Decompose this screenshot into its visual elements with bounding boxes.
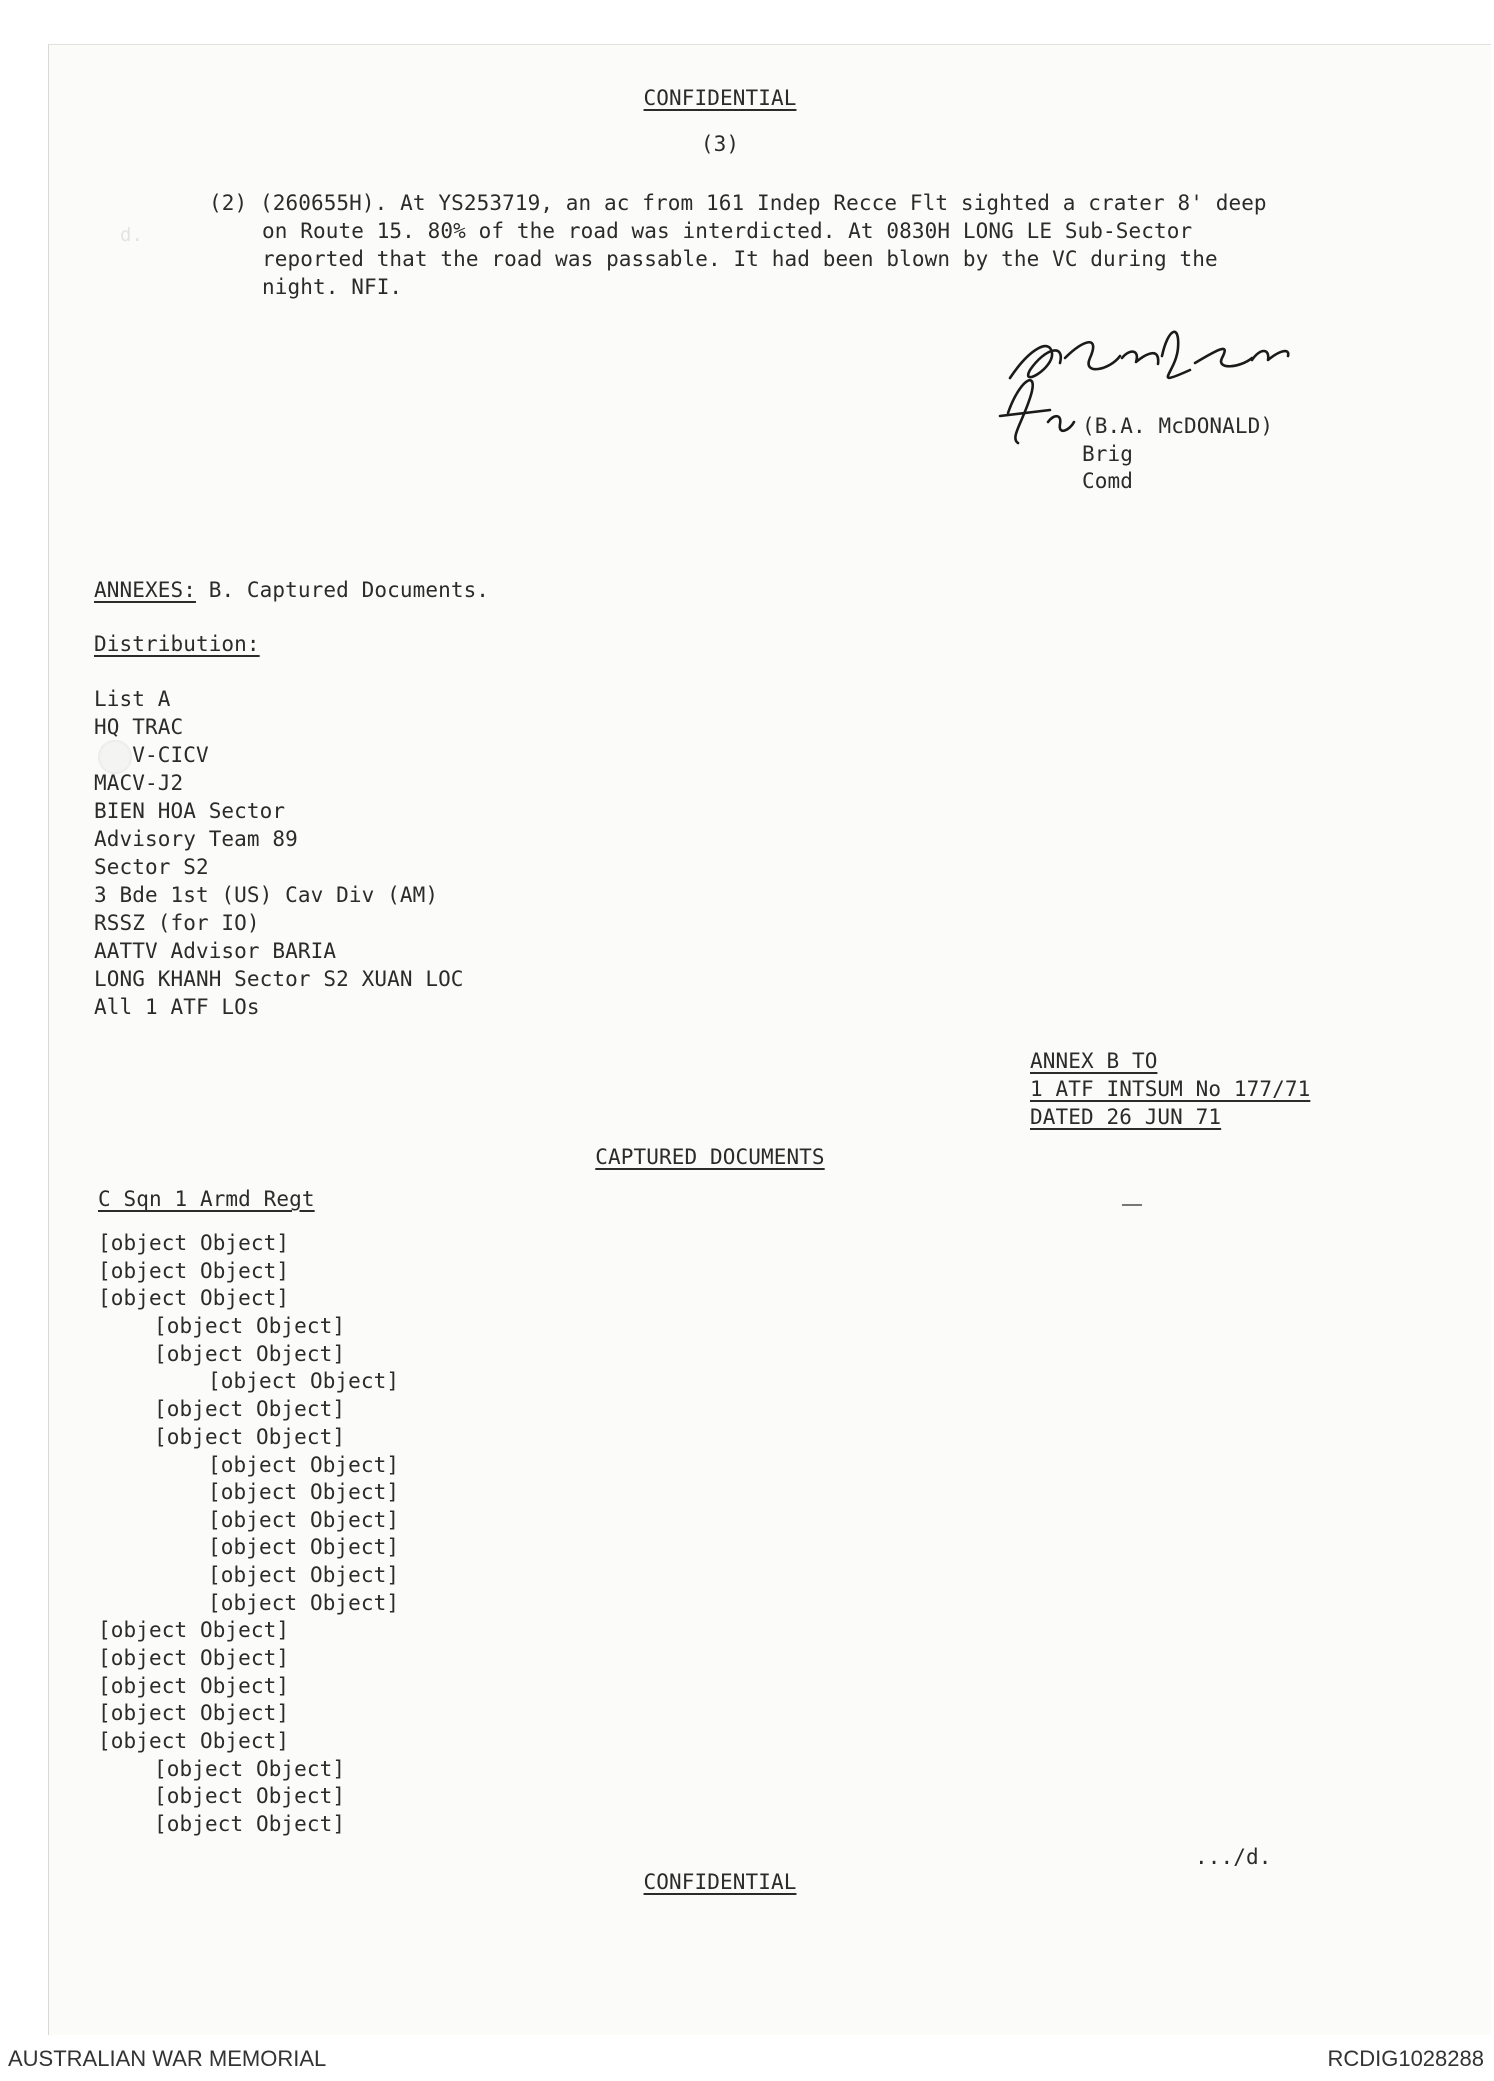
footer-classification: CONFIDENTIAL bbox=[643, 1870, 797, 1894]
body-line: [object Object] bbox=[154, 1425, 346, 1449]
body-line: [object Object] bbox=[208, 1369, 400, 1393]
body-line: [object Object] bbox=[98, 1701, 290, 1725]
page-number: (3) bbox=[700, 132, 740, 156]
distribution-item: 3 Bde 1st (US) Cav Div (AM) bbox=[94, 883, 439, 907]
body-line: [object Object] bbox=[154, 1314, 346, 1338]
body-line: [object Object] bbox=[208, 1453, 400, 1477]
annexes-text: B. Captured Documents. bbox=[208, 578, 490, 602]
distribution-item: HQ TRAC bbox=[94, 715, 184, 739]
distribution-item: RSSZ (for IO) bbox=[94, 911, 260, 935]
distribution-item: BIEN HOA Sector bbox=[94, 799, 286, 823]
distribution-item: MACV-J2 bbox=[94, 771, 184, 795]
annex-ref-line: DATED 26 JUN 71 bbox=[1030, 1105, 1222, 1129]
report-line: on Route 15. 80% of the road was interdicted. At 0830H LONG LE Sub-Sector bbox=[262, 219, 1193, 243]
body-line: [object Object] bbox=[98, 1674, 290, 1698]
body-line: [object Object] bbox=[154, 1757, 346, 1781]
signer-appointment: Comd bbox=[1082, 469, 1133, 493]
header-classification: CONFIDENTIAL bbox=[643, 86, 797, 110]
body-line: [object Object] bbox=[208, 1563, 400, 1587]
distribution-item: All 1 ATF LOs bbox=[94, 995, 260, 1019]
body-line: [object Object] bbox=[208, 1508, 400, 1532]
comment-line: [object Object] bbox=[98, 1618, 290, 1642]
body-line: [object Object] bbox=[208, 1535, 400, 1559]
bleed-through-text: d. bbox=[120, 224, 143, 246]
distribution-item: Advisory Team 89 bbox=[94, 827, 298, 851]
body-line: [object Object] bbox=[154, 1342, 346, 1366]
body-line: [object Object] bbox=[98, 1286, 290, 1310]
body-line: [object Object] bbox=[154, 1784, 346, 1808]
signer-rank: Brig bbox=[1082, 442, 1133, 466]
annex-ref-line: 1 ATF INTSUM No 177/71 bbox=[1030, 1077, 1311, 1101]
body-line: [object Object] bbox=[208, 1480, 400, 1504]
distribution-item: AATTV Advisor BARIA bbox=[94, 939, 337, 963]
body-line: [object Object] bbox=[154, 1812, 346, 1836]
archive-id: RCDIG1028288 bbox=[1327, 2046, 1484, 2071]
annex-ref-line: ANNEX B TO bbox=[1030, 1049, 1158, 1073]
body-line: [object Object] bbox=[98, 1729, 290, 1753]
body-line: [object Object] bbox=[98, 1259, 290, 1283]
report-line: (2) (260655H). At YS253719, an ac from 161 Indep Recce Flt sighted a crater 8' deep bbox=[209, 191, 1267, 215]
body-line: [object Object] bbox=[98, 1231, 290, 1255]
report-line: night. NFI. bbox=[262, 275, 403, 299]
distribution-item: List A bbox=[94, 687, 171, 711]
body-line: [object Object] bbox=[208, 1591, 400, 1615]
distribution-item: Sector S2 bbox=[94, 855, 209, 879]
distribution-heading: Distribution: bbox=[94, 632, 260, 656]
margin-dash bbox=[1122, 1204, 1142, 1206]
body-line: [object Object] bbox=[154, 1397, 346, 1421]
annexes-label: ANNEXES: bbox=[94, 578, 196, 602]
body-line: [object Object] bbox=[98, 1646, 290, 1670]
continuation-marker: .../d. bbox=[1195, 1845, 1272, 1869]
archive-label: AUSTRALIAN WAR MEMORIAL bbox=[8, 2046, 327, 2071]
unit-heading: C Sqn 1 Armd Regt bbox=[98, 1187, 315, 1211]
captured-title: CAPTURED DOCUMENTS bbox=[595, 1145, 825, 1169]
distribution-item: LONG KHANH Sector S2 XUAN LOC bbox=[94, 967, 464, 991]
annexes-line bbox=[94, 576, 489, 604]
distribution-item: V-CICV bbox=[94, 743, 209, 767]
report-line: reported that the road was passable. It had been blown by the VC during the bbox=[262, 247, 1218, 271]
signer-name: (B.A. McDONALD) bbox=[1082, 414, 1274, 438]
